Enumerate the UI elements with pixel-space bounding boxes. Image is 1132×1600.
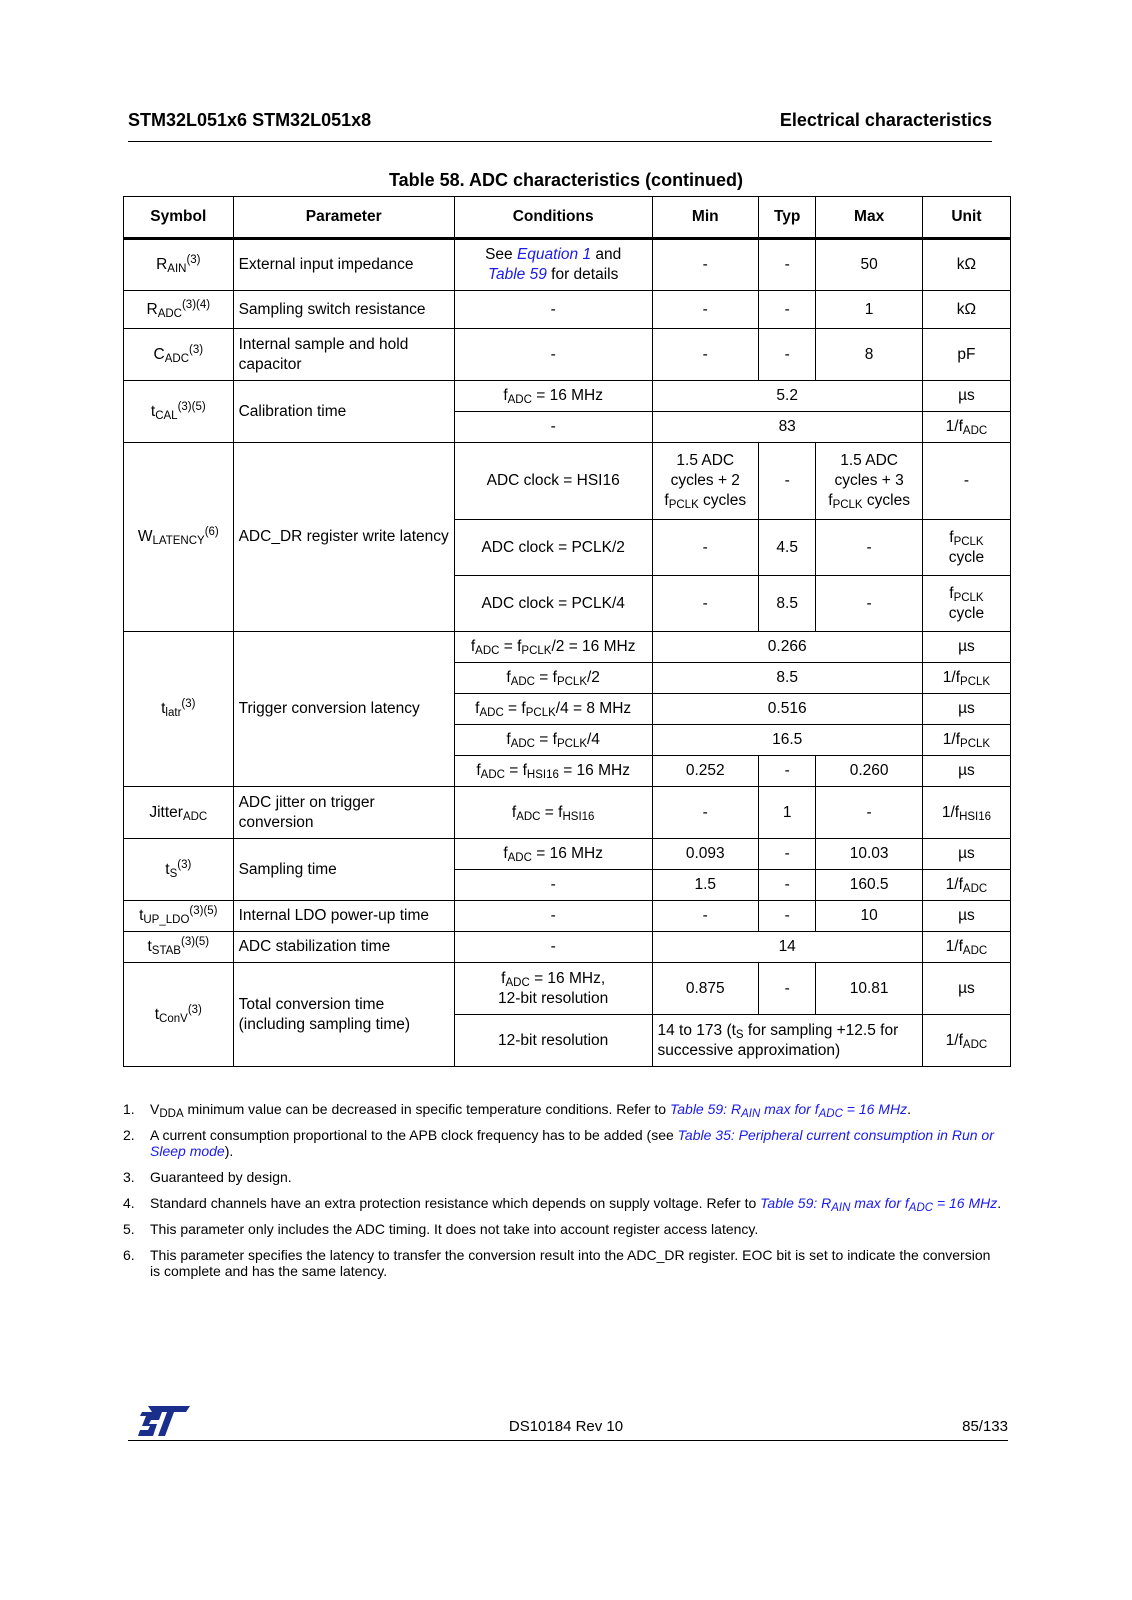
min-cell: - [652,239,759,291]
table-header-row [124,197,1011,239]
conditions-cell: $f_{ADC} = f_{PCLK}/2 = 16$ MHz [454,632,652,663]
max-cell: 10 [816,901,923,932]
max-cell: - [816,787,923,839]
table-row [124,839,1011,870]
min-cell: 0.252 [652,756,759,787]
symbol-cell: $W_{LATENCY}^{(6)}$ [124,443,234,632]
parameter-cell: Calibration time [233,381,454,443]
parameter-cell: ADC_DR register write latency [233,443,454,632]
conditions-cell: $f_{ADC} = f_{HSI16}$ [454,787,652,839]
max-cell: 8 [816,329,923,381]
symbol-cell: $t_{latr}^{(3)}$ [124,632,234,787]
conditions-cell: $f_{ADC} = f_{PCLK}/2$ [454,663,652,694]
col-header-max: Max [816,197,923,239]
symbol-cell: $t_S^{(3)}$ [124,839,234,901]
note-6: 6. This parameter specifies the latency to transfer the conversion result into the ADC_DR register. EOC bit is set to indicate the conversion is complete and has the same latency. [123,1247,991,1279]
table-row [124,239,1011,291]
min-cell: - [652,576,759,632]
symbol-cell: $R_{AIN}^{(3)}$ [124,239,234,291]
max-cell: 0.260 [816,756,923,787]
value-cell: 5.2 [652,381,922,412]
parameter-cell: External input impedance [233,239,454,291]
conditions-cell: $f_{ADC} = 16$ MHz [454,381,652,412]
min-cell: - [652,291,759,329]
col-header-min: Min [652,197,759,239]
symbol-cell: $t_{STAB}^{(3)(5)}$ [124,932,234,963]
min-cell: - [652,901,759,932]
parameter-cell: Trigger conversion latency [233,632,454,787]
header-divider [128,141,992,142]
value-cell: 8.5 [652,663,922,694]
parameter-cell: Internal LDO power-up time [233,901,454,932]
symbol-cell: Jitter$_{ADC}$ [124,787,234,839]
typ-cell: - [759,291,816,329]
unit-cell: pF [922,329,1010,381]
conditions-cell: See Equation 1 and Table 59 for details [454,239,652,291]
min-cell: 0.093 [652,839,759,870]
conditions-cell: $f_{ADC} = f_{HSI16} = 16$ MHz [454,756,652,787]
table-59-link[interactable]: Table 59: $R_{AIN}$ max for $f_{ADC} = 16$ MHz [669,1101,908,1120]
note-2: 2. A current consumption proportional to the APB clock frequency has to be added (see Table 35: Peripheral current consumption in Run or Sleep mode). [123,1127,994,1159]
note-3: 3. Guaranteed by design. [123,1169,292,1185]
parameter-cell: ADC stabilization time [233,932,454,963]
conditions-cell: $f_{ADC} = 16$ MHz, 12-bit resolution [454,963,652,1015]
parameter-cell: Internal sample and hold capacitor [233,329,454,381]
table-35-link[interactable]: Table 35: Peripheral current consumption in Run or Sleep mode [150,1127,994,1159]
note-1: 1. $V_{DDA}$ minimum value can be decreased in specific temperature conditions. Refer to Table 59: $R_{AIN}$ max for $f_{ADC} = 16$ MHz. [123,1101,911,1120]
min-cell: 0.875 [652,963,759,1015]
table-notes [123,1101,1003,1289]
unit-cell: $1/f_{PCLK}$ [922,725,1010,756]
col-header-unit: Unit [922,197,1010,239]
conditions-cell: - [454,329,652,381]
max-cell: 50 [816,239,923,291]
table-row [124,787,1011,839]
unit-cell: µs [922,632,1010,663]
value-cell: 83 [652,412,922,443]
typ-cell: - [759,839,816,870]
unit-cell: $f_{PCLK}$ cycle [922,520,1010,576]
value-cell: 14 to 173 ($t_S$ for sampling +12.5 for successive approximation) [652,1015,922,1067]
table-row [124,632,1011,663]
footer-divider [128,1440,1008,1441]
unit-cell: $1/f_{ADC}$ [922,1015,1010,1067]
col-header-typ: Typ [759,197,816,239]
typ-cell: 4.5 [759,520,816,576]
parameter-cell: Total conversion time (including sampling time) [233,963,454,1067]
footer-page-number: 85/133 [962,1418,1008,1435]
unit-cell: µs [922,694,1010,725]
table-row [124,329,1011,381]
max-cell: - [816,576,923,632]
max-cell: 160.5 [816,870,923,901]
typ-cell: - [759,901,816,932]
unit-cell: $1/f_{ADC}$ [922,412,1010,443]
value-cell: 16.5 [652,725,922,756]
typ-cell: 1 [759,787,816,839]
unit-cell: kΩ [922,291,1010,329]
symbol-cell: $t_{ConV}^{(3)}$ [124,963,234,1067]
max-cell: 10.81 [816,963,923,1015]
unit-cell: µs [922,756,1010,787]
parameter-cell: ADC jitter on trigger conversion [233,787,454,839]
unit-cell: kΩ [922,239,1010,291]
value-cell: 0.266 [652,632,922,663]
symbol-cell: $t_{CAL}^{(3)(5)}$ [124,381,234,443]
unit-cell: µs [922,901,1010,932]
conditions-cell: - [454,932,652,963]
table-59-link[interactable]: Table 59: $R_{AIN}$ max for $f_{ADC} = 16$ MHz [760,1195,998,1214]
note-4: 4. Standard channels have an extra protection resistance which depends on supply voltage. Refer to Table 59: $R_{AIN}$ max for $f_{ADC} = 16$ MHz. [123,1195,1002,1214]
table-link[interactable]: Table 59 [487,266,547,283]
symbol-cell: $C_{ADC}^{(3)}$ [124,329,234,381]
table-row [124,291,1011,329]
note-5: 5. This parameter only includes the ADC timing. It does not take into account register access latency. [123,1221,759,1237]
symbol-cell: $R_{ADC}^{(3)(4)}$ [124,291,234,329]
conditions-cell: - [454,870,652,901]
conditions-cell: $f_{ADC} = f_{PCLK}/4$ [454,725,652,756]
header-doc-title: STM32L051x6 STM32L051x8 [128,110,372,130]
conditions-cell: ADC clock = PCLK/2 [454,520,652,576]
conditions-cell: ADC clock = HSI16 [454,443,652,520]
conditions-cell: - [454,901,652,932]
table-row [124,443,1011,520]
table-row [124,901,1011,932]
unit-cell: $1/f_{ADC}$ [922,870,1010,901]
typ-cell: - [759,443,816,520]
conditions-cell: - [454,412,652,443]
unit-cell: $1/f_{ADC}$ [922,932,1010,963]
typ-cell: - [759,239,816,291]
table-caption: Table 58. ADC characteristics (continued) [388,170,744,190]
unit-cell: $f_{PCLK}$ cycle [922,576,1010,632]
typ-cell: - [759,329,816,381]
conditions-cell: $f_{ADC} = 16$ MHz [454,839,652,870]
col-header-parameter: Parameter [233,197,454,239]
footer-doc-id: DS10184 Rev 10 [508,1418,624,1435]
max-cell: 1 [816,291,923,329]
parameter-cell: Sampling switch resistance [233,291,454,329]
col-header-symbol: Symbol [124,197,234,239]
min-cell: - [652,787,759,839]
unit-cell: - [922,443,1010,520]
col-header-conditions: Conditions [454,197,652,239]
typ-cell: - [759,756,816,787]
value-cell: 0.516 [652,694,922,725]
parameter-cell: Sampling time [233,839,454,901]
typ-cell: 8.5 [759,576,816,632]
min-cell: 1.5 [652,870,759,901]
table-row [124,963,1011,1015]
unit-cell: µs [922,963,1010,1015]
max-cell: 1.5 ADC cycles + 3 $f_{PCLK}$ cycles [816,443,923,520]
min-cell: 1.5 ADC cycles + 2 $f_{PCLK}$ cycles [652,443,759,520]
conditions-cell: $f_{ADC} = f_{PCLK}/4 = 8$ MHz [454,694,652,725]
conditions-cell: 12-bit resolution [454,1015,652,1067]
unit-cell: µs [922,381,1010,412]
unit-cell: $1/f_{PCLK}$ [922,663,1010,694]
unit-cell: $1/f_{HSI16}$ [922,787,1010,839]
table-row [124,932,1011,963]
typ-cell: - [759,963,816,1015]
value-cell: 14 [652,932,922,963]
max-cell: - [816,520,923,576]
header-section-title: Electrical characteristics [779,110,992,130]
typ-cell: - [759,870,816,901]
min-cell: - [652,520,759,576]
table-row [124,381,1011,412]
conditions-cell: - [454,291,652,329]
equation-link[interactable]: Equation 1 [516,246,592,263]
max-cell: 10.03 [816,839,923,870]
conditions-cell: ADC clock = PCLK/4 [454,576,652,632]
unit-cell: µs [922,839,1010,870]
symbol-cell: $t_{UP\_LDO}^{(3)(5)}$ [124,901,234,932]
min-cell: - [652,329,759,381]
adc-characteristics-table [123,196,1011,1067]
